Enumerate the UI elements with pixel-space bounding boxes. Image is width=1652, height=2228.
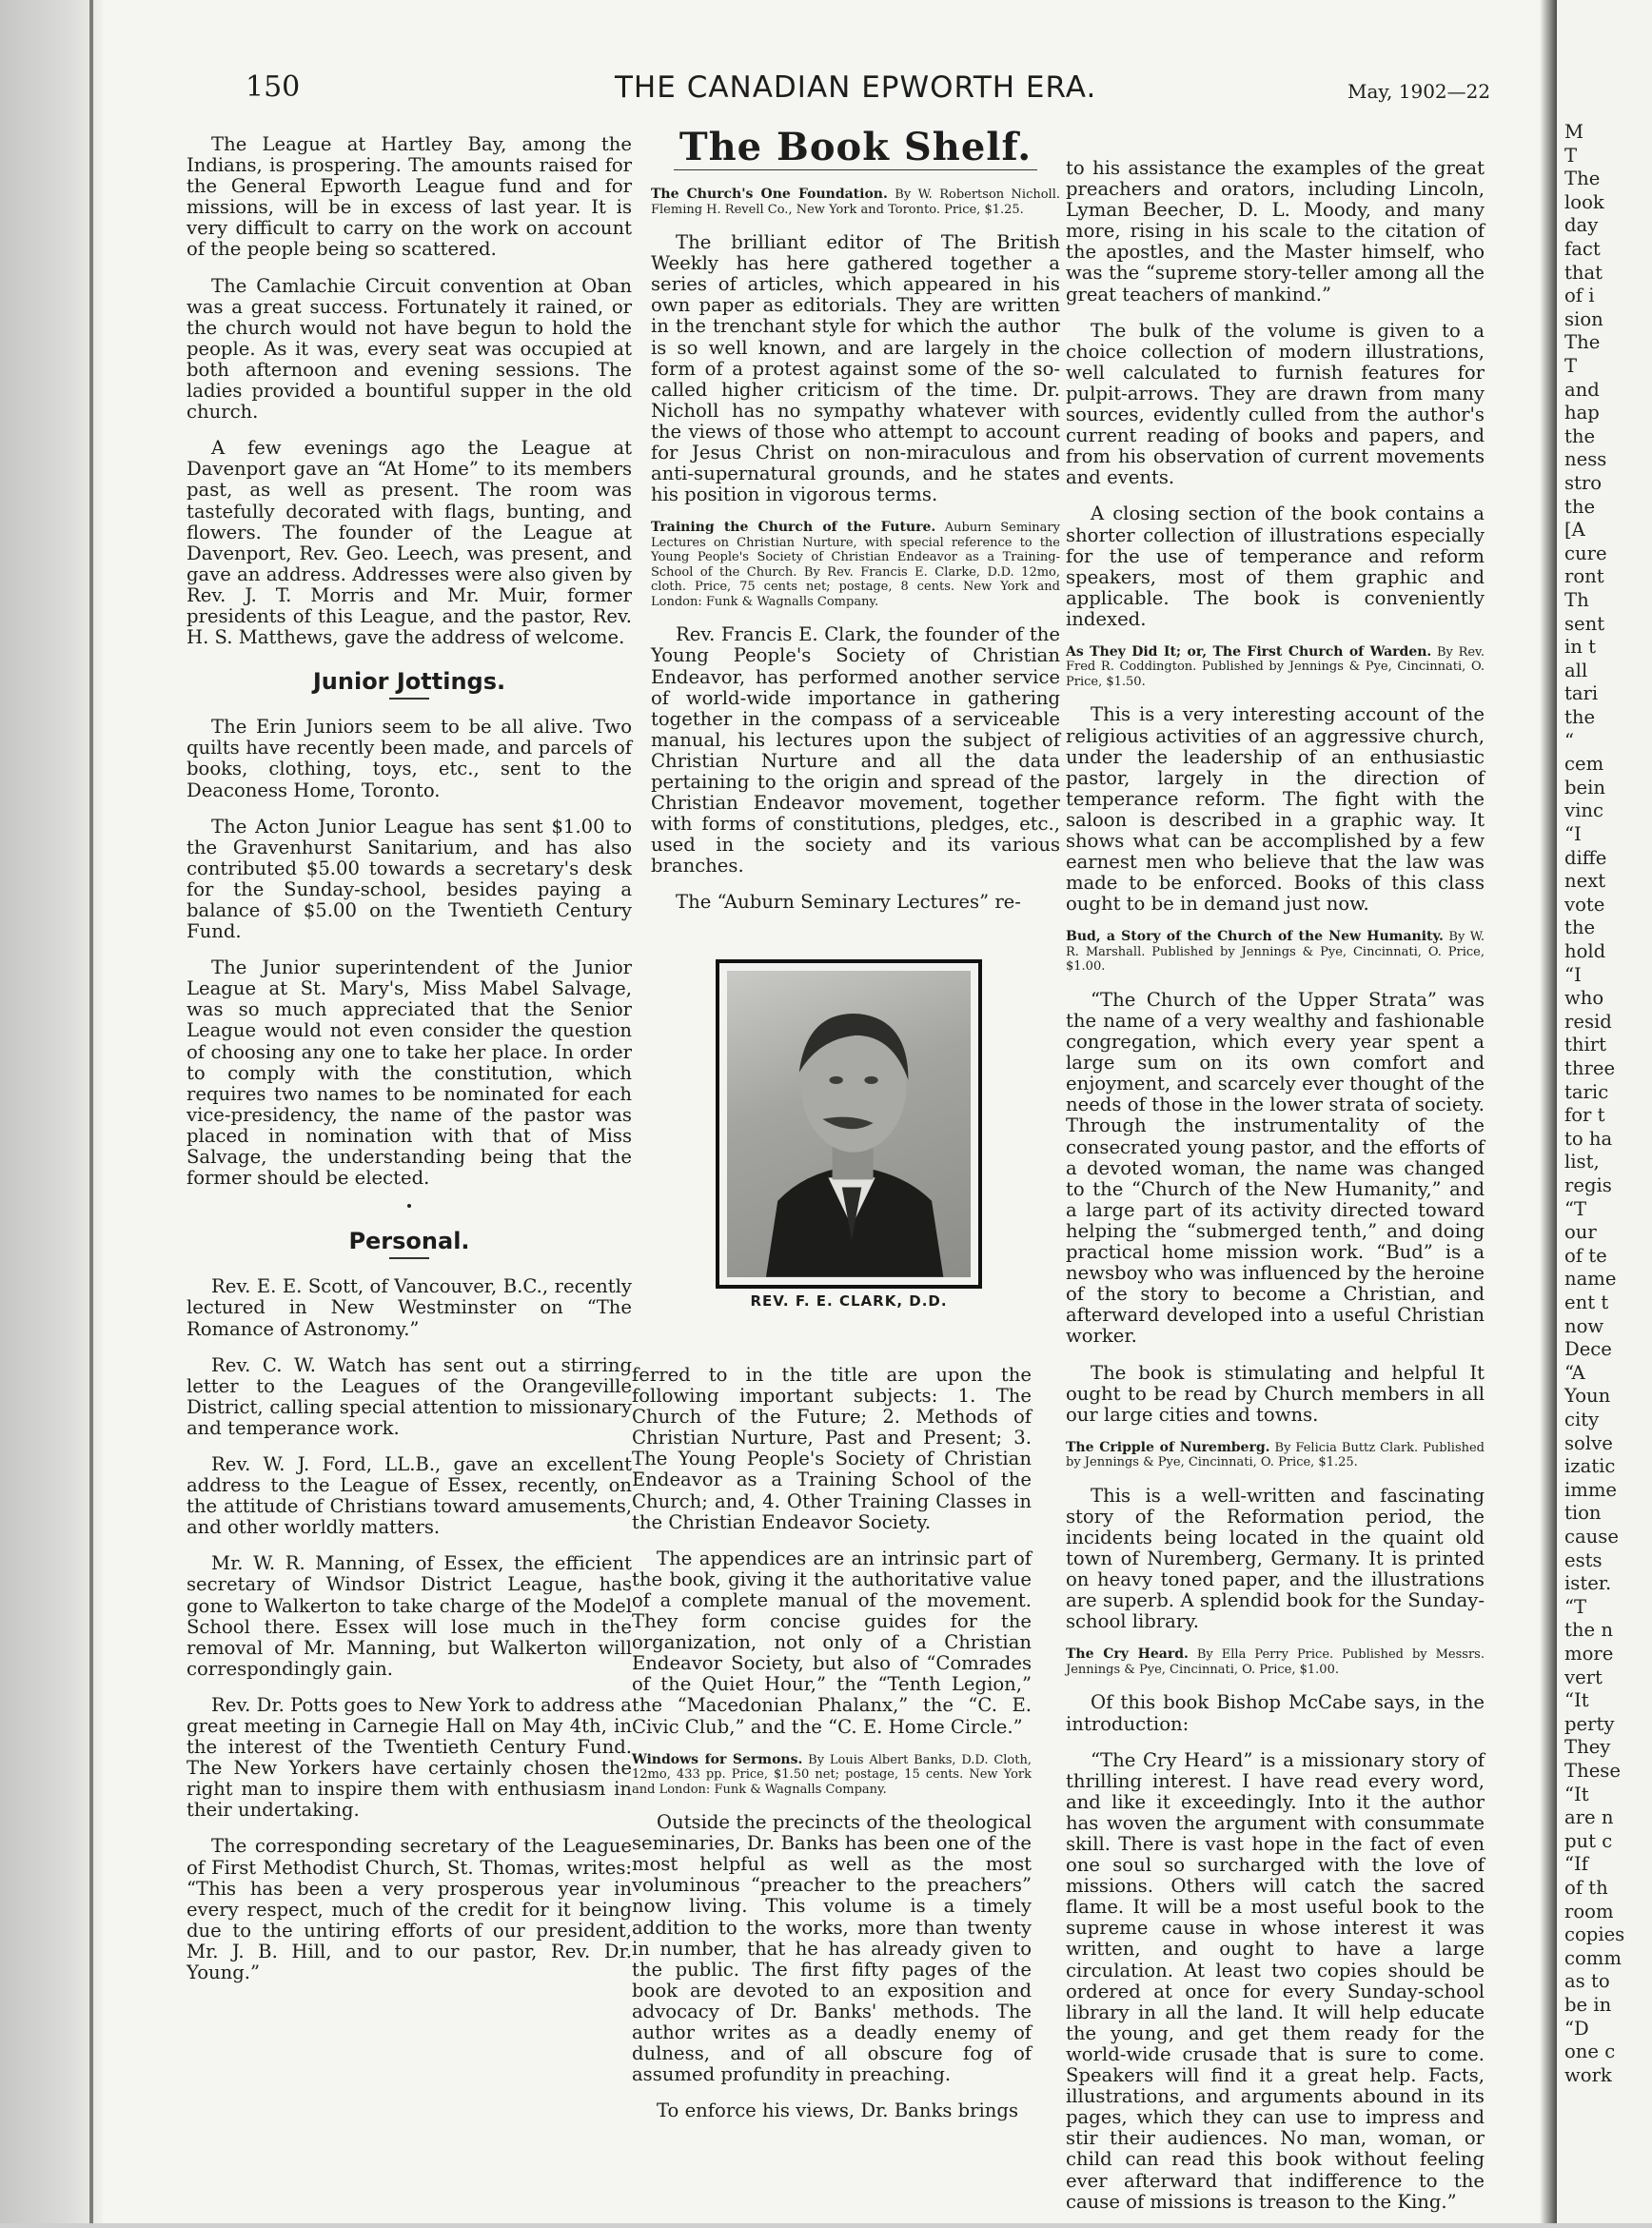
book-title: Windows for Sermons. — [632, 1751, 803, 1767]
book-details: By W. Robertson Nicholl. Fleming H. Revell Co., New York and Toronto. Price, $1.25. — [651, 187, 1061, 217]
paragraph: The bulk of the volume is given to a choice collection of modern illustrations, well calculated to furnish features for pulpit-arrows. They are drawn from many sources, evidently culled from the author's current reading of books and papers, and from his observation of current movements and events. — [1066, 319, 1485, 489]
clipped-line-fragment: ister. — [1564, 1572, 1612, 1595]
paragraph: ferred to in the title are upon the following important subjects: 1. The Church of the Future; 2. Methods of Christian Nurture, Past and Present; 3. The Young People's Society of Christian Endeavor as a Training School of the Church; and, 4. Other Training Classes in the Christian Endeavor Society. — [632, 1364, 1032, 1533]
clipped-line-fragment: city — [1564, 1409, 1600, 1430]
clipped-line-fragment: “A — [1564, 1361, 1585, 1384]
clipped-line-fragment: T — [1564, 144, 1578, 167]
paragraph: Mr. W. R. Manning, of Essex, the efficient secretary of Windsor District League, has gone to Walkerton to take charge of the Model School there. Essex will lose much in the removal of Mr. Manning, but Walkerton will correspondingly gain. — [187, 1552, 632, 1680]
book-reference — [1066, 1441, 1485, 1470]
paragraph: Outside the precincts of the theological seminaries, Dr. Banks has been one of the most helpful as well as the most voluminous “preacher to the preachers” now living. This volume is a timely addition to the works, more than twenty in number, that he has already given to the public. The first fifty pages of the book are devoted to an exposition and advocacy of Dr. Banks' methods. The author writes as a deadly enemy of dulness, and of all obscure fog of assumed profundity in preaching. — [632, 1811, 1032, 2086]
paragraph: A closing section of the book contains a shorter collection of illustrations especially for the use of temperance and reform speakers, most of them graphic and applicable. The book is conveniently indexed. — [1066, 503, 1485, 630]
book-shelf-title: The Book Shelf. — [678, 125, 1032, 169]
book-title: The Cripple of Nuremberg. — [1066, 1439, 1270, 1455]
portrait-photo — [716, 959, 982, 1289]
clipped-line-fragment: fact — [1564, 238, 1601, 260]
clipped-line-fragment: “D — [1564, 2017, 1589, 2040]
clipped-line-fragment: cem — [1564, 753, 1604, 776]
clipped-line-fragment: Th — [1564, 589, 1589, 611]
clipped-line-fragment: They — [1564, 1736, 1611, 1759]
clipped-line-fragment: Youn — [1564, 1385, 1611, 1408]
book-details: By Ella Perry Price. Published by Messrs. Jennings & Pye, Cincinnati, O. Price, $1.00. — [1066, 1647, 1485, 1677]
paragraph: This is a very interesting account of the religious activities of an aggressive church, under the leadership of an enthusiastic pastor, largely in the direction of temperance reform. The fight with the saloon is described in a graphic way. It shows what can be accomplished by a few earnest men who believe that the law was made to be enforced. Books of this class ought to be in demand just now. — [1066, 703, 1485, 916]
book-spine — [0, 0, 103, 2223]
column-2-bottom — [632, 1365, 1032, 2137]
clipped-line-fragment: the — [1564, 917, 1596, 939]
clipped-line-fragment: all — [1564, 659, 1588, 681]
clipped-line-fragment: “T — [1564, 1197, 1587, 1220]
clipped-line-fragment: “I — [1564, 963, 1582, 986]
paragraph: Of this book Bishop McCabe says, in the introduction: — [1066, 1691, 1485, 1735]
book-title: As They Did It; or, The First Church of Warden. — [1066, 643, 1432, 660]
book-reference — [1066, 1647, 1485, 1677]
clipped-line-fragment: Dece — [1564, 1338, 1612, 1361]
book-title: Bud, a Story of the Church of the New Humanity. — [1066, 929, 1444, 945]
paragraph: The Junior superintendent of the Junior League at St. Mary's, Miss Mabel Salvage, was so much appreciated that the Senior League would not even consider the question of choosing any one to take her place. In order to comply with the constitution, which requires two names to be nominated for each vice-presidency, the name of the pastor was placed in nomination with that of Miss Salvage, the understanding being that the former should be elected. — [187, 956, 632, 1190]
clipped-line-fragment: of th — [1564, 1877, 1608, 1899]
clipped-line-fragment: tion — [1564, 1502, 1602, 1525]
clipped-line-fragment: These — [1564, 1760, 1621, 1782]
clipped-line-fragment: comm — [1564, 1946, 1622, 1969]
paragraph: Rev. Dr. Potts goes to New York to address a great meeting in Carnegie Hall on May 4th, in the interest of the Twentieth Century Fund. The New Yorkers have certainly chosen the right man to inspire them with enthusiasm in their undertaking. — [187, 1693, 632, 1822]
book-reference — [1066, 930, 1485, 975]
clipped-line-fragment: room — [1564, 1900, 1614, 1922]
portrait-illustration — [727, 971, 971, 1277]
clipped-line-fragment: look — [1564, 190, 1604, 213]
heading-rule — [389, 698, 429, 700]
book-details: By Felicia Buttz Clark. Published by Jennings & Pye, Cincinnati, O. Price, $1.25. — [1066, 1440, 1485, 1470]
book-reference — [651, 521, 1060, 609]
clipped-line-fragment: The — [1564, 168, 1601, 190]
clipped-line-fragment: for t — [1564, 1104, 1605, 1127]
clipped-line-fragment: vert — [1564, 1666, 1603, 1688]
paragraph: The Erin Juniors seem to be all alive. Two quilts have recently been made, and parcels of books, clothing, toys, etc., sent to the Deaconess Home, Toronto. — [187, 716, 632, 801]
clipped-line-fragment: “I — [1564, 823, 1582, 845]
clipped-line-fragment: The — [1564, 331, 1601, 354]
clipped-line-fragment: perty — [1564, 1712, 1615, 1735]
clipped-line-fragment: list, — [1564, 1151, 1600, 1173]
clipped-line-fragment: now — [1564, 1314, 1604, 1337]
paragraph: to his assistance the examples of the great preachers and orators, including Lincoln, Lyman Beecher, D. L. Moody, and many more, rising in his scale to the citation of the apostles, and the Master himself, who was the “supreme story-teller among all the great teachers of mankind.” — [1066, 157, 1485, 306]
clipped-line-fragment: [A — [1564, 519, 1585, 542]
paragraph: The appendices are an intrinsic part of the book, giving it the authoritative value of a complete manual of the movement. They form concise guides for the organization, not only of a Christian Endeavor Society, but also of “Comrades of the Quiet Hour,” the “Tenth Legion,” the “Macedonian Phalanx,” the “C. E. Civic Club,” and the “C. E. Home Circle.” — [632, 1547, 1032, 1738]
clipped-line-fragment: “ — [1564, 729, 1575, 752]
book-details: By Rev. Fred R. Coddington. Published by Jennings & Pye, Cincinnati, O. Price, $1.50. — [1066, 644, 1485, 689]
clipped-line-fragment: thirt — [1564, 1034, 1606, 1056]
clipped-line-fragment: three — [1564, 1057, 1616, 1079]
clipped-line-fragment: one c — [1564, 2041, 1616, 2063]
clipped-line-fragment: hold — [1564, 940, 1606, 962]
book-details: By W. R. Marshall. Published by Jennings & Pye, Cincinnati, O. Price, $1.00. — [1066, 930, 1485, 975]
paragraph: The League at Hartley Bay, among the Indians, is prospering. The amounts raised for the General Epworth League fund and for missions, will be in excess of last year. It is very difficult to carry on the work on account of the people being so scattered. — [187, 133, 632, 261]
paragraph: The “Auburn Seminary Lectures” re- — [676, 891, 1021, 914]
page-number: 150 — [246, 70, 301, 104]
paragraph: “The Church of the Upper Strata” was the name of a very wealthy and fashionable congregation, which every year spent a large sum on its own comfort and enjoyment, and scarcely ever thought of the needs of those in the lower strata of society. Through the instrumentality of the consecrated young pastor, and the efforts of a devoted woman, the name was changed to the “Church of the New Humanity,” and a large part of its activity directed toward helping the “submerged tenth,” and doing practical home mission work. “Bud” is a newsboy who was influenced by the heroine of the story to become a Christian, and afterward developed into a useful Christian worker. — [1066, 988, 1485, 1348]
clipped-line-fragment: are n — [1564, 1806, 1614, 1829]
clipped-line-fragment: that — [1564, 261, 1603, 284]
clipped-line-fragment: more — [1564, 1643, 1614, 1665]
clipped-line-fragment: imme — [1564, 1478, 1618, 1501]
paragraph: The brilliant editor of The British Weekly has here gathered together a series of articles, which appeared in his own paper as editorials. They are written in the trenchant style for which the author is so well known, and are largely in the form of a protest against some of the so-called higher criticism of the time. Dr. Nicholl has no sympathy whatever with the views of those who attempt to account for Jesus Christ on non-miraculous and anti-supernatural grounds, and he states his position in vigorous terms. — [651, 231, 1060, 506]
clipped-line-fragment: put c — [1564, 1829, 1613, 1852]
clipped-line-fragment: who — [1564, 987, 1604, 1010]
clipped-line-fragment: to ha — [1564, 1127, 1613, 1150]
clipped-line-fragment: taric — [1564, 1080, 1609, 1103]
page-gutter — [1540, 0, 1557, 2223]
clipped-line-fragment: the n — [1564, 1619, 1613, 1642]
clipped-line-fragment: the — [1564, 706, 1596, 728]
book-reference — [632, 1753, 1032, 1798]
paragraph: Rev. W. J. Ford, LL.B., gave an excellent address to the League of Essex, recently, on the attitude of Christians toward amusements, and other worldly matters. — [187, 1452, 632, 1539]
book-details: Auburn Seminary Lectures on Christian Nurture, with special reference to the Young People's Society of Christian Endeavor as a Training-School of the Church. By Rev. Francis E. Clarke, D.D. 12mo, cloth. Price, 75 cents net; postage, 8 cents. New York and London: Funk & Wagnalls Company. — [651, 521, 1060, 609]
clipped-line-fragment: bein — [1564, 776, 1606, 799]
clipped-line-fragment: “It — [1564, 1783, 1589, 1805]
clipped-line-fragment: be in — [1564, 1994, 1612, 2016]
clipped-line-fragment: our — [1564, 1221, 1597, 1244]
heading-rule — [389, 1257, 429, 1259]
clipped-line-fragment: regis — [1564, 1174, 1612, 1196]
paragraph: A few evenings ago the League at Davenport gave an “At Home” to its members past, as well as present. The room was tastefully decorated with flags, bunting, and flowers. The founder of the League at Davenport, Rev. Geo. Leech, was present, and gave an address. Addresses were also given by Rev. J. T. Morris and Mr. Muir, former presidents of this League, and the pastor, Rev. H. S. Matthews, gave the address of welcome. — [187, 437, 632, 649]
clipped-line-fragment: name — [1564, 1268, 1617, 1291]
paragraph: Rev. Francis E. Clark, the founder of the Young People's Society of Christian Endeavor, has performed another service of world-wide importance in gathering together in the compass of a serviceable manual, his lectures upon the subject of Christian Nurture and all the data pertaining to the origin and spread of the Christian Endeavor movement, together with forms of constitutions, pledges, etc., used in the society and its various branches. — [651, 623, 1060, 877]
clipped-line-fragment: “T — [1564, 1595, 1587, 1618]
clipped-line-fragment: copies — [1564, 1923, 1625, 1946]
clipped-line-fragment: resid — [1564, 1010, 1612, 1033]
paragraph: To enforce his views, Dr. Banks brings — [657, 2100, 1019, 2122]
paragraph: This is a well-written and fascinating story of the Reformation period, the incidents being located in the quaint old town of Nuremberg, Germany. It is printed on heavy toned paper, and the illustrations are superb. A splendid book for the Sunday-school library. — [1066, 1484, 1485, 1633]
next-page-edge — [1557, 0, 1652, 2223]
clipped-line-fragment: izatic — [1564, 1455, 1616, 1478]
separator-dot — [407, 1204, 411, 1208]
paragraph: Rev. E. E. Scott, of Vancouver, B.C., recently lectured in New Westminster on “The Romance of Astronomy.” — [187, 1275, 632, 1340]
clipped-line-fragment: tari — [1564, 682, 1599, 705]
clipped-line-fragment: the — [1564, 495, 1596, 518]
book-title: The Church's One Foundation. — [651, 187, 888, 203]
clipped-line-fragment: sion — [1564, 307, 1603, 330]
clipped-line-fragment: and — [1564, 378, 1600, 401]
column-2-top — [651, 125, 1061, 929]
clipped-line-fragment: ent t — [1564, 1291, 1609, 1313]
clipped-line-fragment: diffe — [1564, 846, 1607, 869]
clipped-line-fragment: sent — [1564, 612, 1605, 635]
paragraph: The Camlachie Circuit convention at Oban was a great success. Fortunately it rained, or the church would not have begun to hold the people. As it was, every seat was occupied at both afternoon and evening sessions. The ladies provided a bountiful supper in the old church. — [187, 274, 632, 424]
paragraph: The Acton Junior League has sent $1.00 to the Gravenhurst Sanitarium, and has also contributed $5.00 towards a secretary's desk for the Sunday-school, besides paying a balance of $5.00 on the Twentieth Century Fund. — [187, 815, 632, 943]
clipped-line-fragment: vinc — [1564, 799, 1603, 822]
column-3 — [1066, 158, 1485, 2228]
clipped-line-fragment: in t — [1564, 636, 1596, 659]
clipped-line-fragment: day — [1564, 214, 1599, 237]
paragraph: The book is stimulating and helpful It ought to be read by Church members in all our large cities and towns. — [1066, 1361, 1485, 1426]
photo-caption: REV. F. E. CLARK, D.D. — [750, 1292, 948, 1310]
clipped-line-fragment: ness — [1564, 448, 1607, 471]
clipped-line-fragment: “It — [1564, 1689, 1589, 1712]
book-title: Training the Church of the Future. — [651, 520, 936, 536]
clipped-line-fragment: M — [1564, 121, 1584, 143]
paragraph: The corresponding secretary of the League of First Methodist Church, St. Thomas, writes: “This has been a very prosperous year in every respect, much of the credit for it being due to the untiring efforts of our president, Mr. J. B. Hill, and to our pastor, Rev. Dr. Young.” — [187, 1835, 632, 1984]
journal-title: THE CANADIAN EPWORTH ERA. — [615, 70, 1097, 105]
title-rule — [674, 169, 1037, 170]
clipped-line-fragment: stro — [1564, 472, 1603, 494]
section-heading-junior-jottings: Junior Jottings. — [312, 668, 506, 696]
binding-seam — [89, 0, 93, 2223]
clipped-line-fragment: of te — [1564, 1244, 1607, 1267]
paragraph: Rev. C. W. Watch has sent out a stirring letter to the Leagues of the Orangeville District, calling special attention to missionary and temperance work. — [187, 1353, 632, 1439]
issue-date: May, 1902—22 — [1347, 80, 1491, 103]
clipped-line-fragment: hap — [1564, 402, 1600, 424]
clipped-line-fragment: T — [1564, 355, 1578, 377]
clipped-line-fragment: solve — [1564, 1431, 1613, 1454]
clipped-line-fragment: the — [1564, 424, 1596, 447]
clipped-line-fragment: cure — [1564, 542, 1607, 564]
paragraph: “The Cry Heard” is a missionary story of thrilling interest. I have read every word, and like it exceedingly. Into it the author has woven the argument with consummate skill. There is vast hope in the fact of even one soul so surcharged with the love of missions. Others will catch the sacred flame. It will be a most useful book to the supreme cause in whose interest it was written, and ought to have a large circulation. At least two copies should be ordered at once for every Sunday-school library in all the land. It will help educate the young, and get them ready for the world-wide crusade that is sure to come. Speakers will find it a great help. Facts, illustrations, and arguments abound in its pages, which they can use to impress and stir their audiences. No man, woman, or child can read this book without feeling ever afterward that indifference to the cause of missions is treason to the King.” — [1066, 1748, 1485, 2213]
book-details: By Louis Albert Banks, D.D. Cloth, 12mo, 433 pp. Price, $1.50 net; postage, 15 cents. New York and London: Funk & Wagnalls Company. — [632, 1752, 1032, 1797]
clipped-line-fragment: next — [1564, 870, 1606, 893]
clipped-line-fragment: vote — [1564, 893, 1605, 916]
clipped-line-fragment: of i — [1564, 285, 1595, 307]
clipped-line-fragment: as to — [1564, 1970, 1610, 1993]
book-title: The Cry Heard. — [1066, 1646, 1189, 1663]
section-heading-personal: Personal. — [348, 1228, 470, 1255]
clipped-line-fragment: cause — [1564, 1526, 1619, 1548]
clipped-line-fragment: work — [1564, 2063, 1612, 2086]
book-reference — [651, 187, 1060, 217]
book-reference — [1066, 645, 1485, 690]
clipped-line-fragment: “If — [1564, 1853, 1589, 1876]
clipped-line-fragment: ront — [1564, 565, 1604, 588]
clipped-line-fragment: ests — [1564, 1548, 1603, 1571]
column-1 — [187, 134, 632, 1999]
